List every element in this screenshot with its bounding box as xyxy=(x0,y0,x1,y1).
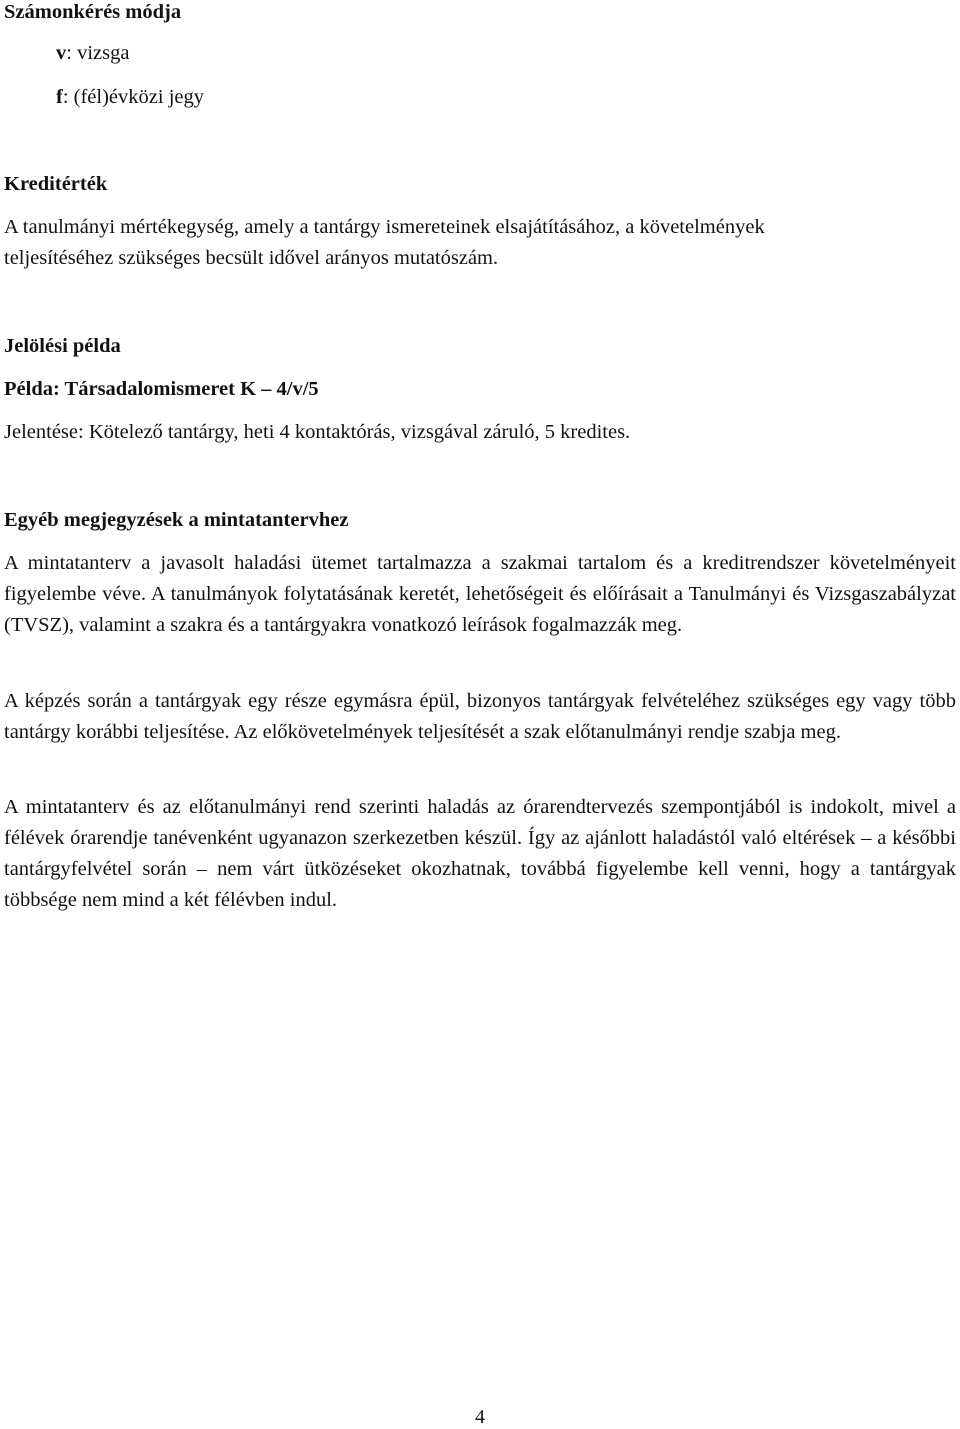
notes-heading: Egyéb megjegyzések a mintatantervhez xyxy=(4,509,349,531)
credit-heading: Kreditérték xyxy=(4,173,108,195)
assessment-code: v xyxy=(56,42,67,64)
notation-heading: Jelölési példa xyxy=(4,335,121,357)
assessment-heading: Számonkérés módja xyxy=(4,1,182,23)
page-number: 4 xyxy=(475,1406,485,1428)
notes-paragraph: A mintatanterv és az előtanulmányi rend szerinti haladás az órarendtervezés szempontjából is indokolt, mivel a félévek órarendje tanévenként ugyanazon szerkezetben készül. Így az ajánlott haladástól való eltérések – a későbbi tantárgyfelvétel során – nem várt ütközéseket okozhatnak, továbbá figyelembe kell venni, hogy a tantárgyak többsége nem mind a két félévben indul. xyxy=(4,796,956,911)
assessment-text: : vizsga xyxy=(66,42,130,64)
notation-meaning: Jelentése: Kötelező tantárgy, heti 4 kontaktórás, vizsgával záruló, 5 kredites. xyxy=(4,421,631,443)
notes-paragraph: A képzés során a tantárgyak egy része egymásra épül, bizonyos tantárgyak felvételéhez szükséges egy vagy több tantárgy korábbi teljesítése. Az előkövetelmények teljesítését a szak előtanulmányi rendje szabja meg. xyxy=(4,690,956,743)
assessment-text: : (fél)évközi jegy xyxy=(62,86,204,108)
notes-paragraph: A mintatanterv a javasolt haladási ütemet tartalmazza a szakmai tartalom és a kreditrendszer követelményeit figyelembe véve. A tanulmányok folytatásának keretét, lehetőségeit és előírásait a Tanulmányi és Vizsgaszabályzat (TVSZ), valamint a szakra és a tantárgyakra vonatkozó leírások fogalmazzák meg. xyxy=(4,552,956,636)
credit-text-line: teljesítéséhez szükséges becsült idővel arányos mutatószám. xyxy=(4,247,499,269)
assessment-item-exam xyxy=(56,38,129,69)
assessment-item-term-grade xyxy=(56,82,204,113)
notation-example: Példa: Társadalomismeret K – 4/v/5 xyxy=(4,378,319,400)
credit-text-line: A tanulmányi mértékegység, amely a tantárgy ismereteinek elsajátításához, a követelmények xyxy=(4,216,765,238)
assessment-code: f xyxy=(56,86,63,108)
